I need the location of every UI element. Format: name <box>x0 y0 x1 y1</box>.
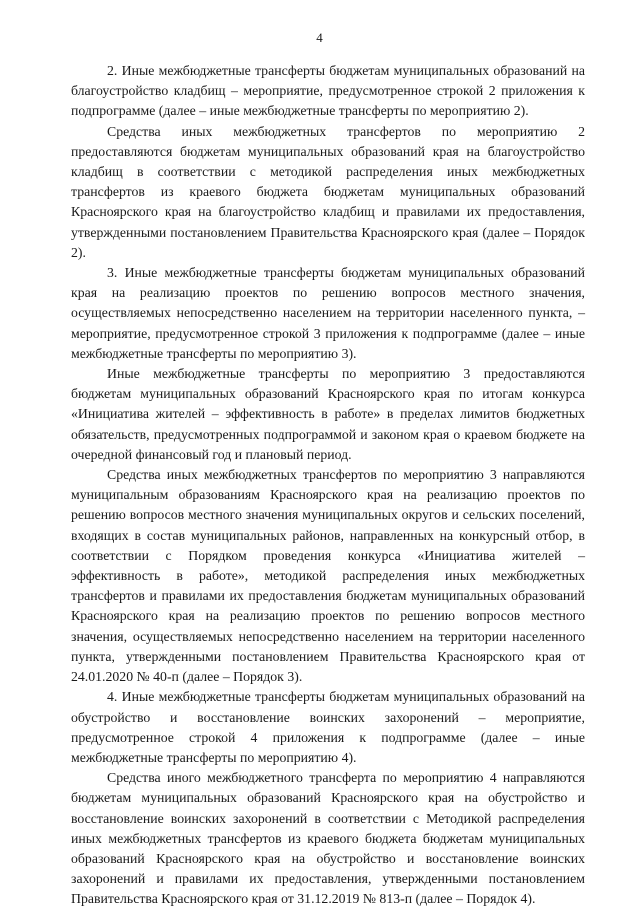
paragraph-transfers-2: 2. Иные межбюджетные трансферты бюджетам муниципальных образований на благоустройство кладбищ – мероприятие, предусмотренное строкой 2 приложения к подпрограмме (далее – иные межбюджетные трансферты по мероприятию 2). <box>71 63 585 119</box>
paragraph-transfers-4: 4. Иные межбюджетные трансферты бюджетам муниципальных образований на обустройство и восстановление воинских захоронений – мероприятие, предусмотренное строкой 4 приложения к подпрограмме (далее – иные межбюджетные трансферты по мероприятию 4). <box>71 689 585 765</box>
paragraph-transfers-3-funds: Средства иных межбюджетных трансфертов по мероприятию 3 направляются муниципальным образованиям Красноярского края на реализацию проектов по решению вопросов местного значения муниципальных округов и сельских поселений, входящих в состав муниципальных районов, направленных на конкурсный отбор, в соответствии с Порядком проведения конкурса «Инициатива жителей – эффективность в работе», методикой распределения иных межбюджетных трансфертов и правилами их предоставления бюджетам муниципальных образований Красноярского края на реализацию проектов по решению вопросов местного значения, осуществляемых непосредственно населением на территории населенного пункта, утвержденными постановлением Правительства Красноярского края от 24.01.2020 № 40-п (далее – Порядок 3). <box>71 467 585 685</box>
paragraph-transfers-2-funds: Средства иных межбюджетных трансфертов по мероприятию 2 предоставляются бюджетам муниципальных образований края на благоустройство кладбищ в соответствии с методикой распределения иных межбюджетных трансфертов из краевого бюджета бюджетам муниципальных образований Красноярского края на благоустройство кладбищ и правилами их предоставления, утвержденными постановлением Правительства Красноярского края (далее – Порядок 2). <box>71 123 585 260</box>
paragraph-transfers-4-funds: Средства иного межбюджетного трансферта по мероприятию 4 направляются бюджетам муниципальных образований Красноярского края на обустройство и восстановление воинских захоронений в соответствии с Методикой распределения иных межбюджетных трансфертов из краевого бюджета бюджетам муниципальных образований Красноярского края на обустройство и восстановление воинских захоронений и правилами их предоставления, утвержденными постановлением Правительства Красноярского края от 31.12.2019 № 813-п (далее – Порядок 4). <box>71 770 585 907</box>
document-body <box>71 61 585 910</box>
page-number: 4 <box>316 30 323 45</box>
paragraph-transfers-3: 3. Иные межбюджетные трансферты бюджетам муниципальных образований края на реализацию проектов по решению вопросов местного значения, осуществляемых непосредственно населением на территории населенного пункта, – мероприятие, предусмотренное строкой 3 приложения к подпрограмме (далее – иные межбюджетные трансферты по мероприятию 3). <box>71 265 585 361</box>
paragraph-transfers-3-contest: Иные межбюджетные трансферты по мероприятию 3 предоставляются бюджетам муниципальных образований Красноярского края по итогам конкурса «Инициатива жителей – эффективность в работе» в пределах лимитов бюджетных обязательств, предусмотренных подпрограммой и законом края о краевом бюджете на очередной финансовый год и плановый период. <box>71 366 585 462</box>
